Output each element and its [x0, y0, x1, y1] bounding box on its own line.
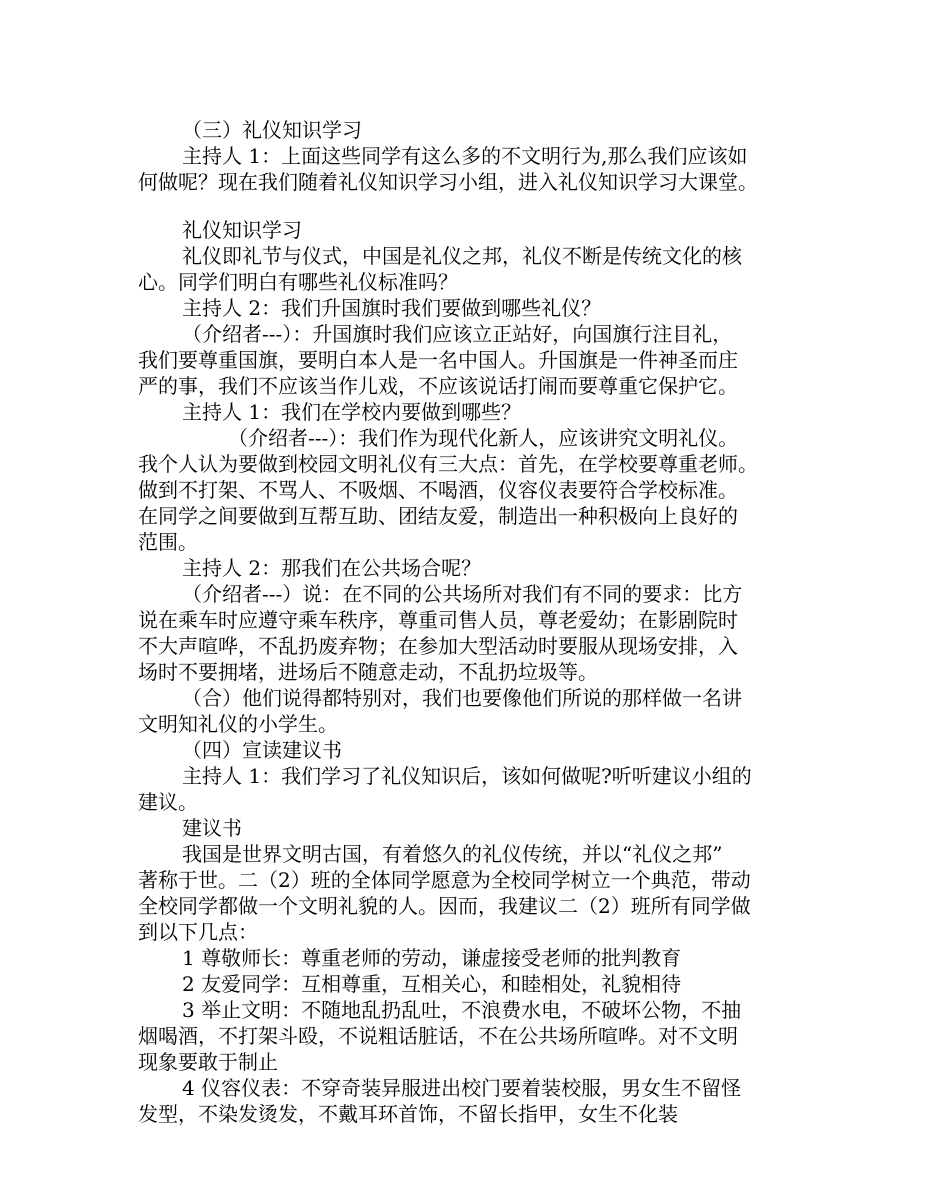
- paragraph-line: 心。同学们明白有哪些礼仪标准吗？: [138, 270, 458, 294]
- list-item-continued: 发型，不染发烫发，不戴耳环首饰，不留长指甲，女生不化装: [138, 1102, 678, 1126]
- paragraph-line: 在同学之间要做到互帮互助、团结友爱，制造出一种积极向上良好的: [138, 504, 738, 528]
- list-item: 2 友爱同学：互相尊重，互相关心，和睦相处，礼貌相待: [182, 972, 682, 996]
- paragraph-line: 说在乘车时应遵守乘车秩序，尊重司售人员，尊老爱幼；在影剧院时: [138, 608, 738, 632]
- paragraph-line: 严的事，我们不应该当作儿戏，不应该说话打闹而要尊重它保护它。: [138, 374, 738, 398]
- paragraph-line: 主持人 2：我们升国旗时我们要做到哪些礼仪？: [182, 296, 602, 320]
- paragraph-line: 不大声喧哗，不乱扔废弃物；在参加大型活动时要服从现场安排，入: [138, 634, 738, 658]
- paragraph-line: 范围。: [138, 530, 198, 554]
- paragraph-line: 主持人 1：我们学习了礼仪知识后，该如何做呢?听听建议小组的: [182, 764, 752, 788]
- paragraph-line: 做到不打架、不骂人、不吸烟、不喝酒，仪容仪表要符合学校标准。: [138, 478, 738, 502]
- paragraph-line: 主持人 2：那我们在公共场合呢？: [182, 556, 482, 580]
- paragraph-line: 文明知礼仪的小学生。: [138, 712, 338, 736]
- paragraph-line: 我们要尊重国旗，要明白本人是一名中国人。升国旗是一件神圣而庄: [138, 348, 738, 372]
- paragraph-line: 我国是世界文明古国，有着悠久的礼仪传统，并以“礼仪之邦”: [182, 842, 723, 866]
- paragraph-line: （合）他们说得都特别对，我们也要像他们所说的那样做一名讲: [182, 686, 742, 710]
- subheading: 礼仪知识学习: [182, 218, 302, 242]
- paragraph-line: 建议。: [138, 790, 198, 814]
- paragraph-line: 全校同学都做一个文明礼貌的人。因而，我建议二（2）班所有同学做: [138, 894, 751, 918]
- paragraph-line: （介绍者---）说：在不同的公共场所对我们有不同的要求：比方: [182, 582, 743, 606]
- list-item: 1 尊敬师长：尊重老师的劳动，谦虚接受老师的批判教育: [182, 946, 682, 970]
- list-item-continued: 烟喝酒，不打架斗殴，不说粗话脏话，不在公共场所喧哗。对不文明: [138, 1024, 738, 1048]
- paragraph-line: 场时不要拥堵，进场后不随意走动，不乱扔垃圾等。: [138, 660, 598, 684]
- paragraph-line: 我个人认为要做到校园文明礼仪有三大点：首先，在学校要尊重老师。: [138, 452, 758, 476]
- paragraph-line: 礼仪即礼节与仪式，中国是礼仪之邦，礼仪不断是传统文化的核: [182, 244, 742, 268]
- paragraph-line: 主持人 1：上面这些同学有这么多的不文明行为,那么我们应该如: [182, 144, 748, 168]
- list-item-continued: 现象要敢于制止: [138, 1050, 278, 1074]
- document-body: [138, 117, 818, 1127]
- paragraph-line: 主持人 1：我们在学校内要做到哪些？: [182, 400, 522, 424]
- subheading: 建议书: [182, 816, 242, 840]
- list-item: 4 仪容仪表：不穿奇装异服进出校门要着装校服，男女生不留怪: [182, 1076, 742, 1100]
- paragraph-line: （介绍者---）：我们作为现代化新人，应该讲究文明礼仪。: [228, 426, 739, 450]
- paragraph-line: 著称于世。二（2）班的全体同学愿意为全校同学树立一个典范，带动: [138, 868, 751, 892]
- section-heading: （四）宣读建议书: [182, 738, 342, 762]
- paragraph-line: 到以下几点：: [138, 920, 258, 944]
- paragraph-line: 何做呢？现在我们随着礼仪知识学习小组，进入礼仪知识学习大课堂。: [138, 170, 758, 194]
- list-item: 3 举止文明：不随地乱扔乱吐，不浪费水电，不破坏公物，不抽: [182, 998, 742, 1022]
- blank-line: [138, 195, 818, 217]
- paragraph-line: （介绍者---）：升国旗时我们应该立正站好，向国旗行注目礼，: [182, 322, 733, 346]
- section-heading: （三）礼仪知识学习: [182, 118, 362, 142]
